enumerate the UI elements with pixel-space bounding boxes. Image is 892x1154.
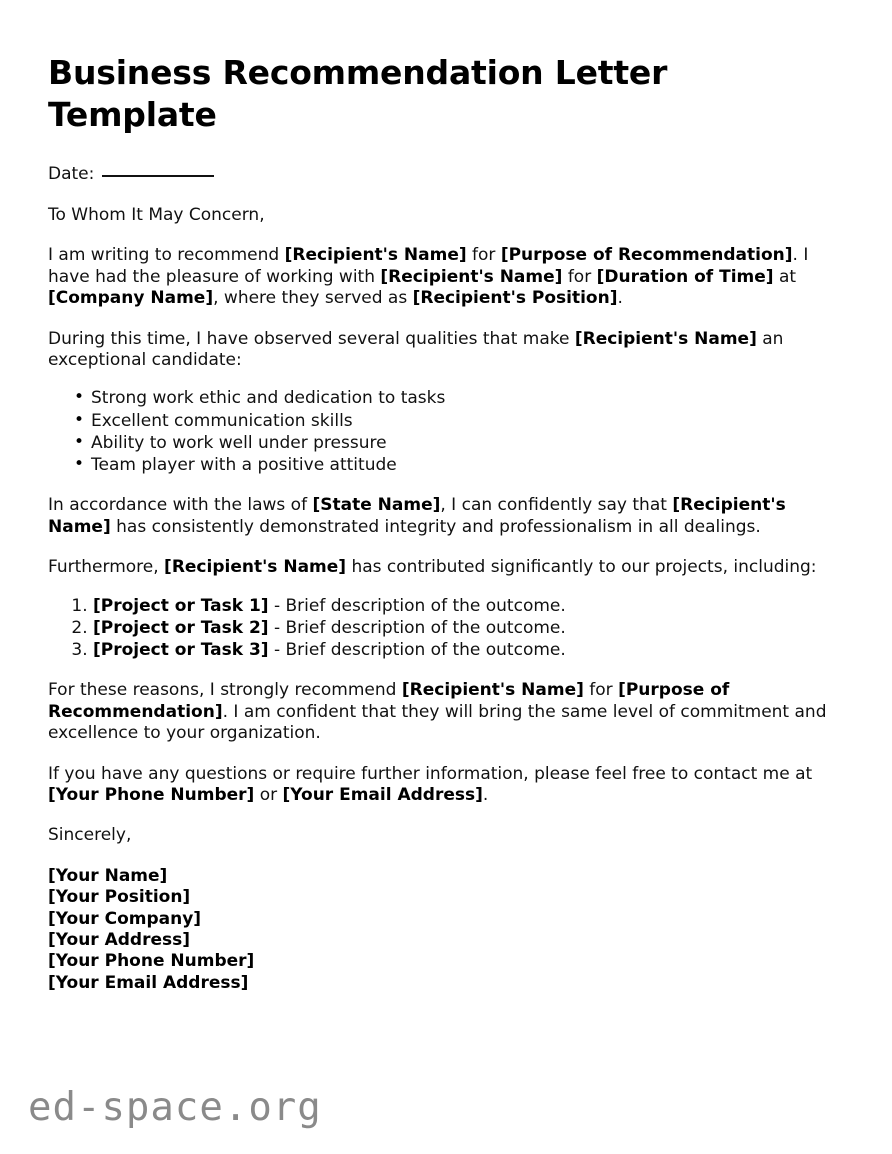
text-fragment: for: [466, 245, 501, 266]
placeholder-recipient-name: [Recipient's Name]: [380, 266, 563, 287]
text-fragment: - Brief description of the outcome.: [268, 640, 566, 661]
placeholder-recipient-name: [Recipient's Name]: [48, 495, 786, 537]
text-fragment: .: [617, 288, 623, 309]
text-fragment: for: [583, 680, 619, 701]
closing-salutation: Sincerely,: [48, 825, 132, 846]
date-blank-underline: [102, 162, 214, 177]
date-line: [48, 162, 845, 185]
placeholder-recipient-name: [Recipient's Name]: [401, 680, 584, 701]
text-fragment: - Brief description of the outcome.: [268, 595, 566, 616]
list-item: • Team player with a positive attitude: [91, 455, 845, 476]
text-fragment: In accordance with the laws of: [48, 495, 313, 516]
qualities-list: [48, 388, 845, 476]
text-fragment: at: [773, 266, 797, 287]
text-fragment: Furthermore,: [48, 557, 165, 578]
placeholder-purpose: [Purpose of Recommendation]: [500, 245, 793, 266]
placeholder-project-name: [Project or Task 3]: [93, 640, 269, 661]
text-fragment: .: [482, 784, 489, 805]
list-item: [93, 640, 845, 661]
paragraph-laws: [48, 495, 845, 538]
text-fragment: For these reasons, I strongly recommend: [48, 680, 402, 701]
text-fragment: During this time, I have observed several qualities that make: [48, 328, 575, 349]
page-title: Business Recommendation Letter Template: [48, 53, 668, 135]
text-fragment: an exceptional candidate:: [48, 328, 784, 370]
placeholder-purpose: [Purpose of Recommendation]: [48, 680, 730, 722]
list-item: • Strong work ethic and dedication to tasks: [91, 388, 845, 409]
placeholder-project-name: [Project or Task 2]: [93, 617, 269, 638]
signature-your-company: [Your Company]: [48, 908, 202, 929]
placeholder-state-name: [State Name]: [312, 495, 441, 516]
placeholder-company-name: [Company Name]: [48, 288, 214, 309]
list-item: • Excellent communication skills: [91, 411, 845, 432]
placeholder-your-email: [Your Email Address]: [282, 784, 483, 805]
paragraph-recommendation: [48, 680, 845, 744]
list-item: • Ability to work well under pressure: [91, 433, 845, 454]
text-fragment: I am writing to recommend: [48, 245, 285, 266]
text-fragment: , I can confidently say that: [440, 495, 673, 516]
placeholder-recipient-position: [Recipient's Position]: [412, 288, 618, 309]
signature-block: [48, 866, 845, 994]
text-fragment: for: [562, 266, 597, 287]
placeholder-duration: [Duration of Time]: [596, 266, 774, 287]
projects-list: [48, 596, 845, 662]
text-fragment: has consistently demonstrated integrity and professionalism in all dealings.: [110, 516, 761, 537]
text-fragment: If you have any questions or require further information, please feel free to contact me at: [48, 763, 813, 784]
paragraph-intro: [48, 245, 845, 309]
watermark: ed-space.org: [28, 1085, 322, 1130]
paragraph-contact: [48, 764, 845, 807]
placeholder-recipient-name: [Recipient's Name]: [284, 245, 467, 266]
placeholder-recipient-name: [Recipient's Name]: [164, 557, 347, 578]
text-fragment: has contributed significantly to our projects, including:: [346, 557, 817, 578]
paragraph-projects-intro: [48, 557, 845, 578]
list-item: [93, 596, 845, 617]
placeholder-recipient-name: [Recipient's Name]: [574, 328, 757, 349]
list-item: [93, 618, 845, 639]
paragraph-qualities-intro: [48, 329, 845, 372]
text-fragment: . I have had the pleasure of working with: [48, 245, 809, 287]
placeholder-your-phone: [Your Phone Number]: [48, 784, 255, 805]
text-fragment: or: [254, 784, 283, 805]
text-fragment: , where they served as: [213, 288, 413, 309]
date-label: Date:: [48, 164, 95, 185]
signature-your-name: [Your Name]: [48, 865, 168, 886]
signature-your-email: [Your Email Address]: [48, 972, 249, 993]
text-fragment: - Brief description of the outcome.: [268, 617, 566, 638]
salutation: To Whom It May Concern,: [48, 204, 265, 225]
signature-your-phone: [Your Phone Number]: [48, 951, 255, 972]
signature-your-address: [Your Address]: [48, 929, 191, 950]
placeholder-project-name: [Project or Task 1]: [93, 595, 269, 616]
signature-your-position: [Your Position]: [48, 887, 191, 908]
text-fragment: . I am confident that they will bring the same level of commitment and excellence to your organization.: [48, 701, 827, 744]
